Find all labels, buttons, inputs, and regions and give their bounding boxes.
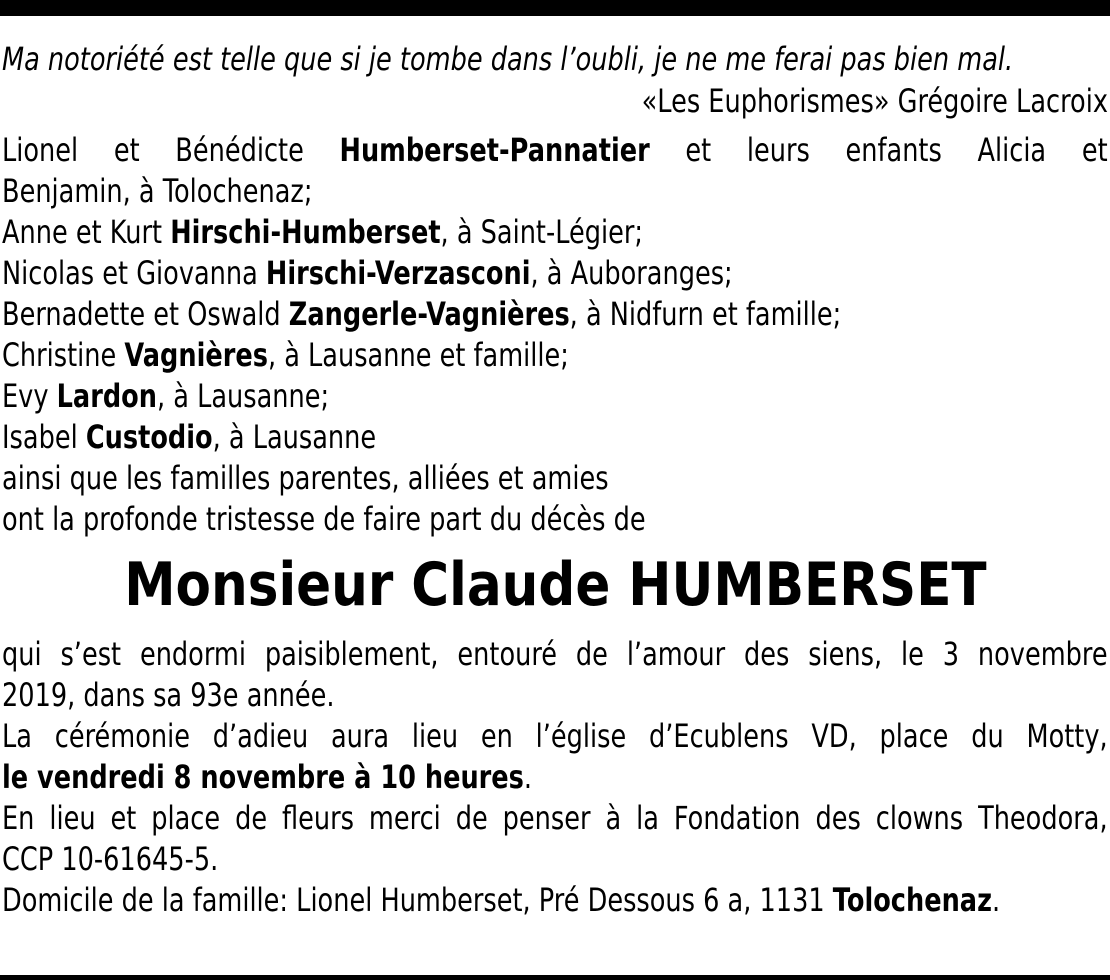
family-surname: Custodio	[85, 418, 213, 456]
ceremony-date-line: le vendredi 8 novembre à 10 heures.	[2, 758, 533, 796]
epigraph-source-text: «Les Euphorismes» Grégoire Lacroix	[641, 82, 1108, 120]
deceased-name-block	[2, 540, 1108, 630]
family-line: Isabel Custodio, à Lausanne	[2, 418, 377, 456]
detail-line: qui s’est endormi paisiblement, entouré de l’amour des siens, le 3 novembre	[2, 635, 1108, 673]
family-address-line: Domicile de la famille: Lionel Humberset, Pré Dessous 6 a, 1131 Tolochenaz.	[2, 881, 1001, 919]
family-surname: Hirschi-Humberset	[170, 213, 441, 251]
detail-line: 2019, dans sa 93e année.	[2, 676, 335, 714]
family-line: Benjamin, à Tolochenaz;	[2, 172, 313, 210]
family-surname: Humberset-Pannatier	[339, 131, 650, 169]
family-surname: Zangerle-Vagnières	[288, 295, 570, 333]
epigraph-quote: Ma notoriété est telle que si je tombe dans l’oubli, je ne me ferai pas bien mal.	[2, 40, 1014, 78]
family-line: ainsi que les familles parentes, alliées et amies	[2, 459, 609, 497]
town-name: Tolochenaz	[832, 881, 992, 919]
family-surname: Hirschi-Verzasconi	[265, 254, 531, 292]
family-line: Christine Vagnières, à Lausanne et famille;	[2, 336, 569, 374]
family-line: Bernadette et Oswald Zangerle-Vagnières, à Nidfurn et famille;	[2, 295, 842, 333]
family-line: Anne et Kurt Hirschi-Humberset, à Saint-Légier;	[2, 213, 644, 251]
family-list	[2, 130, 1108, 540]
family-line: ont la profonde tristesse de faire part du décès de	[2, 500, 646, 538]
family-line: Evy Lardon, à Lausanne;	[2, 377, 330, 415]
family-line: Nicolas et Giovanna Hirschi-Verzasconi, à Auboranges;	[2, 254, 733, 292]
family-surname: Lardon	[56, 377, 157, 415]
detail-line: CCP 10-61645-5.	[2, 840, 219, 878]
detail-line: La cérémonie d’adieu aura lieu en l’église d’Ecublens VD, place du Motty,	[2, 717, 1108, 755]
deceased-name: Monsieur Claude HUMBERSET	[123, 550, 987, 620]
epigraph-source	[2, 80, 1108, 122]
top-border-rule	[0, 0, 1110, 16]
details-block	[2, 634, 1108, 921]
detail-line: En lieu et place de fleurs merci de penser à la Fondation des clowns Theodora,	[2, 799, 1108, 837]
bottom-border-rule	[0, 975, 1110, 980]
family-surname: Vagnières	[124, 336, 268, 374]
ceremony-date: le vendredi 8 novembre à 10 heures	[2, 758, 524, 796]
obituary-notice	[2, 38, 1108, 921]
family-line: Lionel et Bénédicte Humberset-Pannatier et leurs enfants Alicia et	[2, 131, 1108, 169]
